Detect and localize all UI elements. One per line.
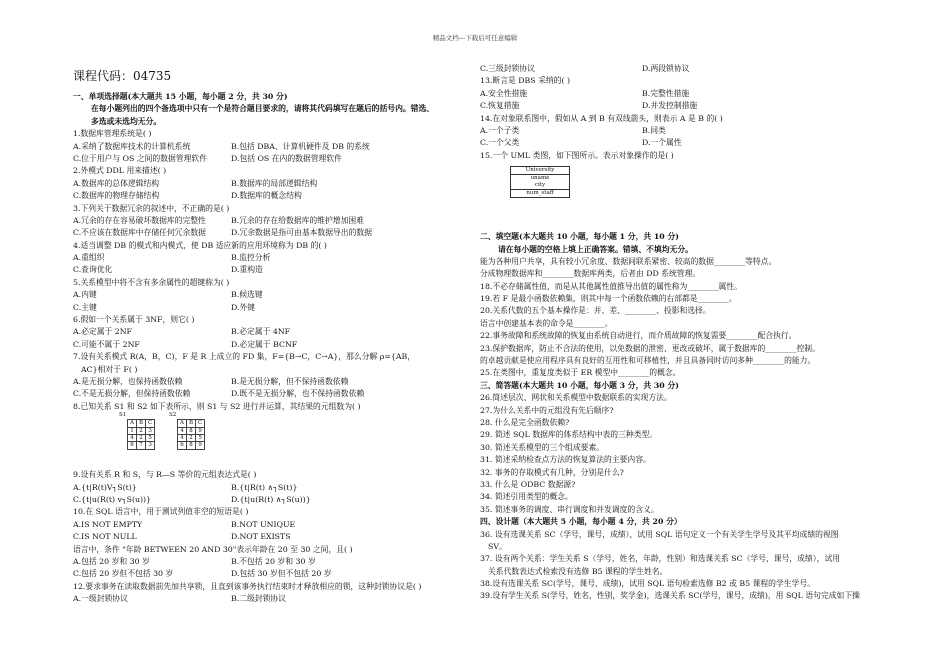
table-cell: 2: [136, 434, 145, 441]
text-line: 30. 简述关系模型的三个组成要素。: [480, 442, 605, 452]
option-row: [73, 568, 468, 580]
option-text: D.NOT EXISTS: [231, 532, 291, 542]
table-cell: A: [178, 420, 187, 427]
right-column: [480, 63, 880, 603]
option-text: A.是无损分解，也保持函数依赖: [73, 376, 183, 386]
option-row: [73, 519, 468, 531]
table-cell: 4: [178, 434, 187, 441]
option-text: A.重组织: [73, 253, 105, 263]
relation-s1: [127, 419, 155, 450]
relation-tables: [73, 413, 468, 469]
text-line: 一、单项选择题(本大题共 15 小题，每小题 2 分，共 30 分): [73, 92, 288, 101]
uml-class-name: University: [525, 167, 555, 174]
option-text: C.不是无损分解，但保持函数依赖: [73, 389, 191, 399]
option-text: D.并发控制措施: [642, 101, 698, 111]
option-text: B.完整性措施: [642, 88, 690, 98]
option-row: [480, 88, 880, 100]
option-row: [73, 252, 468, 264]
option-text: C.{t|u(R(t) v┐S(u))}: [73, 494, 152, 504]
text-line: 34. 简述引用类型的概念。: [480, 492, 573, 502]
text-line: 20.关系代数的五个基本操作是：并、差、________、投影和选择。: [480, 306, 711, 316]
option-text: D.冗余数据是指可由基本数据导出的数据: [231, 228, 372, 238]
uml-attr: city: [534, 182, 546, 189]
option-text: D.必定属于 BCNF: [231, 339, 298, 349]
table-row: [178, 442, 205, 449]
text-line: 3.下列关于数据冗余的叙述中，不正确的是( ): [73, 203, 230, 213]
option-row: [480, 100, 880, 112]
text-line: 三、简答题(本大题共 10 小题，每小题 3 分，共 30 分): [480, 380, 679, 390]
option-row: [73, 556, 468, 568]
table-cell: 2: [186, 434, 195, 441]
option-row: [73, 376, 468, 388]
option-text: C.三级封锁协议: [480, 64, 535, 73]
left-lines-continued: [73, 469, 468, 605]
table-row: [128, 420, 155, 427]
option-row: [73, 494, 468, 506]
table-cell: 5: [146, 434, 155, 441]
text-line: 关系代数表达式检索没有选修 B5 课程的学生姓名。: [488, 566, 668, 576]
option-text: B.是无损分解，但不保持函数依赖: [231, 376, 349, 386]
option-text: B.冗余的存在给数据库的维护增加困难: [231, 215, 364, 225]
option-row: [480, 63, 880, 75]
right-lines-continued: [480, 231, 880, 603]
header-note: 精品文档---下载后可任意编辑: [432, 34, 518, 42]
text-line: 38.设有选课关系 SC(学号，课号，成绩)，试用 SQL 语句检索选修 B2 或 B5 课程的学生学号。: [480, 579, 815, 589]
option-text: B.不包括 20 岁和 30 岁: [231, 556, 316, 566]
table-row: [128, 442, 155, 449]
text-line: 10.在 SQL 语言中，用于测试列值非空的短语是( ): [73, 507, 249, 517]
option-text: C.位于用户与 OS 之间的数据管理软件: [73, 153, 208, 163]
table-cell: B: [186, 420, 195, 427]
s2-label: S2: [169, 412, 177, 419]
text-line: 22.事务故障和系统故障的恢复由系统自动进行，而介质故障的恢复需要________配合执行。: [480, 331, 797, 341]
text-line: 8.已知关系 S1 和 S2 如下表所示，则 S1 与 S2 进行并运算，其结果的元组数为( ): [73, 401, 361, 411]
text-line: 多选或未选均无分。: [91, 116, 162, 126]
table-cell: 5: [196, 434, 205, 441]
option-text: B.NOT UNIQUE: [231, 519, 296, 529]
text-line: 27.为什么关系中的元组没有先后顺序?: [480, 405, 614, 415]
option-text: C.数据库的物理存储结构: [73, 191, 160, 201]
option-text: B.同类: [642, 125, 666, 135]
option-row: [73, 190, 468, 202]
table-cell: 3: [146, 442, 155, 449]
table-cell: 8: [186, 427, 195, 434]
option-text: D.包括 30 岁但不包括 20 岁: [231, 569, 332, 579]
table-cell: B: [136, 420, 145, 427]
text-line: 四、设计题（本大题共 5 小题，每小题 4 分，共 20 分）: [480, 517, 682, 527]
option-text: C.一个父类: [480, 138, 520, 148]
option-text: B.二级封锁协议: [231, 594, 286, 604]
text-line: 1.数据库管理系统是( ): [73, 129, 152, 139]
option-row: [73, 482, 468, 494]
text-line: 请在每小题的空格上填上正确答案。错填、不填均无分。: [498, 244, 693, 254]
option-text: C.包括 20 岁但不包括 30 岁: [73, 569, 174, 579]
option-row: [73, 388, 468, 400]
table-row: [178, 434, 205, 441]
spacer: [480, 204, 880, 231]
text-line: 能为各种用户共享，具有较小冗余度、数据间联系紧密、较高的数据________等特点。: [480, 256, 777, 266]
text-line: 2.外模式 DDL 用来描述( ): [73, 166, 167, 176]
option-text: A.冗余的存在容易破坏数据库的完整性: [73, 215, 206, 225]
option-text: B.数据库的局部逻辑结构: [231, 178, 318, 188]
option-text: C.可能不属于 2NF: [73, 339, 140, 349]
text-line: 37. 设有两个关系：学生关系 S（学号，姓名，年龄，性别）和选课关系 SC（学号，课号，成绩），试用: [480, 554, 841, 564]
option-row: [73, 593, 468, 605]
option-row: [73, 153, 468, 165]
text-line: 32. 事务的存取模式有几种，分别是什么?: [480, 467, 624, 477]
option-text: C.查询优化: [73, 265, 113, 275]
option-text: B.包括 DBA、计算机硬件及 DB 的系统: [231, 141, 370, 151]
text-line: 18.不必存储属性值，而是从其他属性值推导出值的属性称为________属性。: [480, 281, 742, 291]
text-line: 4.适当调整 DB 的模式和内模式，使 DB 适应新的应用环境称为 DB 的( ): [73, 240, 327, 250]
text-line: 分成物理数据库和________数据库两类，后者由 DD 系统管理。: [480, 269, 701, 279]
option-text: A.数据库的总体逻辑结构: [73, 178, 160, 188]
option-row: [73, 215, 468, 227]
option-row: [480, 137, 880, 149]
table-cell: 9: [196, 442, 205, 449]
uml-attr: uname: [511, 174, 569, 182]
table-cell: 6: [128, 442, 137, 449]
option-text: B.监控分析: [231, 253, 271, 263]
text-line: 25.在类图中，重复度类似于 ER 模型中________的概念。: [480, 368, 681, 378]
table-cell: 3: [146, 427, 155, 434]
option-text: B.必定属于 4NF: [231, 327, 291, 337]
uml-class-diagram: [510, 166, 570, 198]
table-cell: C: [146, 420, 155, 427]
option-text: A.必定属于 2NF: [73, 327, 132, 337]
text-line: 在每小题列出的四个备选项中只有一个是符合题目要求的，请将其代码填写在题后的括号内。错选、: [91, 104, 435, 114]
option-text: D.既不是无损分解，也不保持函数依赖: [231, 389, 365, 399]
option-row: [73, 227, 468, 239]
option-text: A.一个子类: [480, 125, 520, 135]
option-row: [73, 264, 468, 276]
table-row: [128, 434, 155, 441]
left-lines: [73, 91, 468, 413]
table-cell: 8: [186, 442, 195, 449]
s1-label: S1: [119, 412, 127, 419]
text-line: 13.断言是 DBS 采纳的( ): [480, 76, 571, 86]
text-line: 9.设有关系 R 和 S，与 R—S 等价的元组表达式是( ): [73, 470, 257, 480]
text-line: 35. 简述事务的调度、串行调度和并发调度的含义。: [480, 504, 659, 514]
right-lines: [480, 63, 880, 162]
text-line: 12.要求事务在读取数据前先加共享锁，且直到该事务执行结束时才释放相应的锁，这种封锁协议是( ): [73, 581, 422, 591]
option-text: C.主键: [73, 302, 97, 312]
option-row: [73, 339, 468, 351]
text-line: 26.简述层次、网状和关系模型中数据联系的实现方法。: [480, 393, 672, 403]
text-line: 5.关系模型中将不含有多余属性的超键称为( ): [73, 277, 230, 287]
table-cell: 6: [178, 442, 187, 449]
table-cell: 1: [128, 427, 137, 434]
table-cell: C: [196, 420, 205, 427]
option-text: A.包括 20 岁和 30 岁: [73, 556, 150, 566]
option-row: [73, 531, 468, 543]
option-text: C.IS NOT NULL: [73, 532, 137, 542]
text-line: 29. 简述 SQL 数据库的体系结构中表的三种类型。: [480, 430, 658, 440]
table-row: [178, 420, 205, 427]
text-line: SV。: [488, 541, 507, 551]
option-text: A.一级封锁协议: [73, 594, 128, 604]
left-column: [73, 63, 468, 605]
option-row: [480, 125, 880, 137]
option-text: A.内键: [73, 290, 97, 300]
option-text: C.恢复措施: [480, 101, 520, 111]
text-line: 语言中，条件 "年龄 BETWEEN 20 AND 30"表示年龄在 20 至 30 之间，且( ): [73, 544, 353, 554]
option-row: [73, 302, 468, 314]
table-cell: 7: [136, 442, 145, 449]
table-cell: 4: [128, 434, 137, 441]
option-row: [73, 289, 468, 301]
option-row: [73, 141, 468, 153]
option-text: D.外键: [231, 302, 256, 312]
text-line: 15.一个 UML 类图，如下图所示。表示对象操作的是( ): [480, 150, 674, 160]
text-line: 19.若 F 是最小函数依赖集，则其中每一个函数依赖的右部都是________。: [480, 294, 737, 304]
table-row: [128, 427, 155, 434]
table-cell: 2: [136, 427, 145, 434]
option-text: C.不应该在数据库中存储任何冗余数据: [73, 228, 206, 238]
option-text: A.IS NOT EMPTY: [73, 519, 143, 529]
table-cell: 4: [178, 427, 187, 434]
text-line: 33. 什么是 ODBC 数据源?: [480, 479, 576, 489]
text-line: 39.设有学生关系 S(学号，姓名，性别，奖学金)，选课关系 SC(学号，课号，成绩)，用 SQL 语句完成如下操: [480, 591, 860, 601]
option-text: B.候选键: [231, 290, 263, 300]
option-text: A.{t|R(t)V┐S(t)}: [73, 482, 137, 492]
text-line: 7.设有关系模式 R(A，B，C)，F 是 R 上成立的 FD 集，F={B→C，C→A}，那么分解 ρ={AB，: [73, 352, 415, 362]
text-line: 36. 设有选课关系 SC（学号，课号，成绩），试用 SQL 语句定义一个有关学生学号及其平均成绩的视图: [480, 529, 839, 539]
option-text: D.包括 OS 在内的数据管理软件: [231, 153, 342, 163]
course-code: 课程代码：04735: [73, 69, 172, 83]
option-text: B.{t|R(t) ∧┐S(t)}: [231, 482, 298, 492]
uml-operation: num_staff: [511, 189, 569, 197]
text-line: AC}相对于 F( ): [81, 364, 138, 374]
table-row: [178, 427, 205, 434]
text-line: 23.保护数据库，防止不合法的使用，以免数据的泄密、更改或破坏，属于数据库的________控制。: [480, 343, 820, 353]
text-line: 14.在对象联系图中，假如从 A 到 B 有双线箭头，则表示 A 是 B 的( ): [480, 113, 723, 123]
text-line: 28. 什么是完全函数依赖?: [480, 417, 570, 427]
option-text: A.采纳了数据库技术的计算机系统: [73, 141, 191, 151]
relation-s2: [177, 419, 205, 450]
option-text: A.安全性措施: [480, 88, 528, 98]
option-row: [73, 178, 468, 190]
table-cell: 9: [196, 427, 205, 434]
option-row: [73, 326, 468, 338]
option-text: D.数据库的概念结构: [231, 191, 302, 201]
text-line: 31. 简述采纳检查点方法的恢复算法的主要内容。: [480, 455, 651, 465]
text-line: 的卓越贡献是使应用程序具有良好的互用性和可移植性，并且具备同时访问多种________的能力。: [480, 356, 816, 366]
option-text: D.两段锁协议: [642, 64, 690, 73]
table-cell: A: [128, 420, 137, 427]
text-line: 语言中创建基本表的命令是________。: [480, 318, 613, 328]
option-text: D.重构造: [231, 265, 263, 275]
text-line: 6.假如一个关系属于 3NF，则它( ): [73, 315, 195, 325]
option-text: D.{t|u(R(t) ∧┐S(u))}: [231, 494, 311, 504]
option-text: D.一个属性: [642, 138, 682, 148]
text-line: 二、填空题(本大题共 10 小题，每小题 1 分，共 10 分): [480, 232, 679, 242]
